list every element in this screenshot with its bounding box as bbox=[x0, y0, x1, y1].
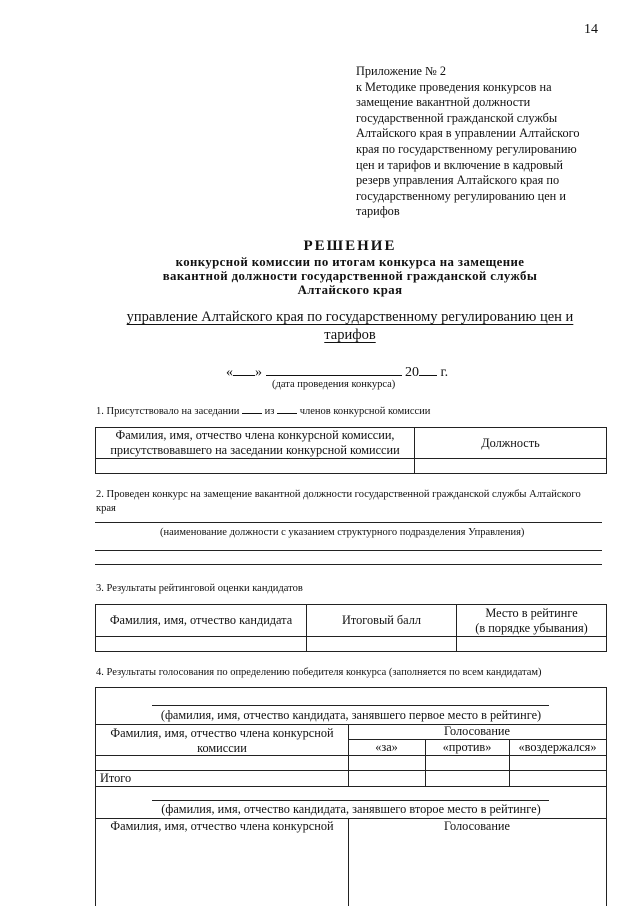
year-suffix: г. bbox=[440, 365, 449, 380]
rank-header: Место в рейтинге (в порядке убывания) bbox=[457, 605, 607, 637]
date-caption: (дата проведения конкурса) bbox=[272, 379, 396, 390]
vote-against-header: «против» bbox=[442, 740, 492, 754]
section4-text: 4. Результаты голосования по определению победителя конкурса (заполняется по всем кандидатам) bbox=[96, 667, 542, 678]
document-subtitle-line: конкурсной комиссии по итогам конкурса на замещение bbox=[175, 255, 525, 269]
candidate-name-cell[interactable] bbox=[96, 637, 307, 652]
first-candidate-line[interactable] bbox=[152, 705, 549, 706]
total-count-blank bbox=[277, 404, 297, 414]
appendix-header bbox=[356, 64, 626, 220]
second-candidate-line[interactable] bbox=[152, 800, 549, 801]
document-subtitle-line: Алтайского края bbox=[297, 283, 403, 297]
appendix-line: государственному регулированию цен и bbox=[356, 188, 566, 203]
member-header: Фамилия, имя, отчество члена конкурсной комиссии, присутствовавшего на заседании конкурсной комиссии bbox=[96, 428, 415, 459]
second-place-caption: (фамилия, имя, отчество кандидата, занявшего второе место в рейтинге) bbox=[161, 802, 541, 816]
organization-name-cont bbox=[80, 327, 620, 344]
appendix-line: замещение вакантной должности bbox=[356, 95, 531, 110]
page-number: 14 bbox=[584, 22, 598, 37]
quote-open: « bbox=[226, 365, 233, 380]
first-place-caption: (фамилия, имя, отчество кандидата, занявшего первое место в рейтинге) bbox=[160, 708, 542, 722]
voting-header-2: Голосование bbox=[444, 819, 510, 833]
position-cell[interactable] bbox=[415, 459, 607, 474]
voting-table bbox=[95, 687, 607, 906]
quote-close: » bbox=[255, 365, 262, 380]
final-score-header: Итоговый балл bbox=[307, 605, 457, 637]
section2-line1: 2. Проведен конкурс на замещение вакантной должности государственной гражданской службы Алтайского bbox=[96, 489, 581, 500]
section2-line2: края bbox=[96, 503, 116, 514]
total-label: Итого bbox=[100, 771, 132, 785]
position-name-line[interactable] bbox=[95, 522, 602, 523]
organization-line: управление Алтайского края по государственному регулированию цен и bbox=[126, 309, 574, 325]
present-count-blank bbox=[242, 404, 262, 414]
member-header-2: Фамилия, имя, отчество члена конкурсной bbox=[110, 819, 334, 833]
organization-name bbox=[80, 309, 620, 326]
section3-text: 3. Результаты рейтинговой оценки кандидатов bbox=[96, 583, 303, 594]
appendix-line: Алтайского края в управлении Алтайского bbox=[356, 126, 580, 141]
day-blank bbox=[233, 363, 255, 376]
rating-table bbox=[95, 604, 607, 652]
vote-abstain-header: «воздержался» bbox=[518, 740, 597, 754]
section1-text: 1. Присутствовало на заседании из членов конкурсной комиссии bbox=[96, 406, 431, 417]
appendix-line: края по государственному регулированию bbox=[356, 141, 577, 156]
member-cell[interactable] bbox=[96, 459, 415, 474]
vote-for-header: «за» bbox=[375, 740, 398, 754]
document-title: РЕШЕНИЕ bbox=[303, 238, 397, 254]
voting-header: Голосование bbox=[444, 724, 510, 738]
year-blank bbox=[419, 363, 437, 376]
final-score-cell[interactable] bbox=[307, 637, 457, 652]
year-prefix: 20 bbox=[405, 365, 419, 380]
appendix-line: Приложение № 2 bbox=[356, 64, 447, 78]
organization-line: тарифов bbox=[324, 327, 376, 343]
month-blank bbox=[266, 363, 402, 376]
attendance-table bbox=[95, 427, 607, 474]
rank-cell[interactable] bbox=[457, 637, 607, 652]
appendix-line: к Методике проведения конкурсов на bbox=[356, 79, 552, 94]
appendix-line: государственной гражданской службы bbox=[356, 110, 558, 125]
document-subtitle-line: вакантной должности государственной гражданской службы bbox=[162, 269, 538, 283]
fill-line[interactable] bbox=[95, 564, 602, 565]
appendix-line: цен и тарифов и включение в кадровый bbox=[356, 157, 564, 172]
fill-line[interactable] bbox=[95, 550, 602, 551]
position-header: Должность bbox=[415, 428, 607, 459]
appendix-line: тарифов bbox=[356, 204, 400, 219]
section2-caption: (наименование должности с указанием структурного подразделения Управления) bbox=[160, 527, 525, 538]
appendix-line: резерв управления Алтайского края по bbox=[356, 173, 560, 188]
candidate-name-header: Фамилия, имя, отчество кандидата bbox=[96, 605, 307, 637]
member-header: Фамилия, имя, отчество члена конкурсной комиссии bbox=[110, 726, 334, 755]
